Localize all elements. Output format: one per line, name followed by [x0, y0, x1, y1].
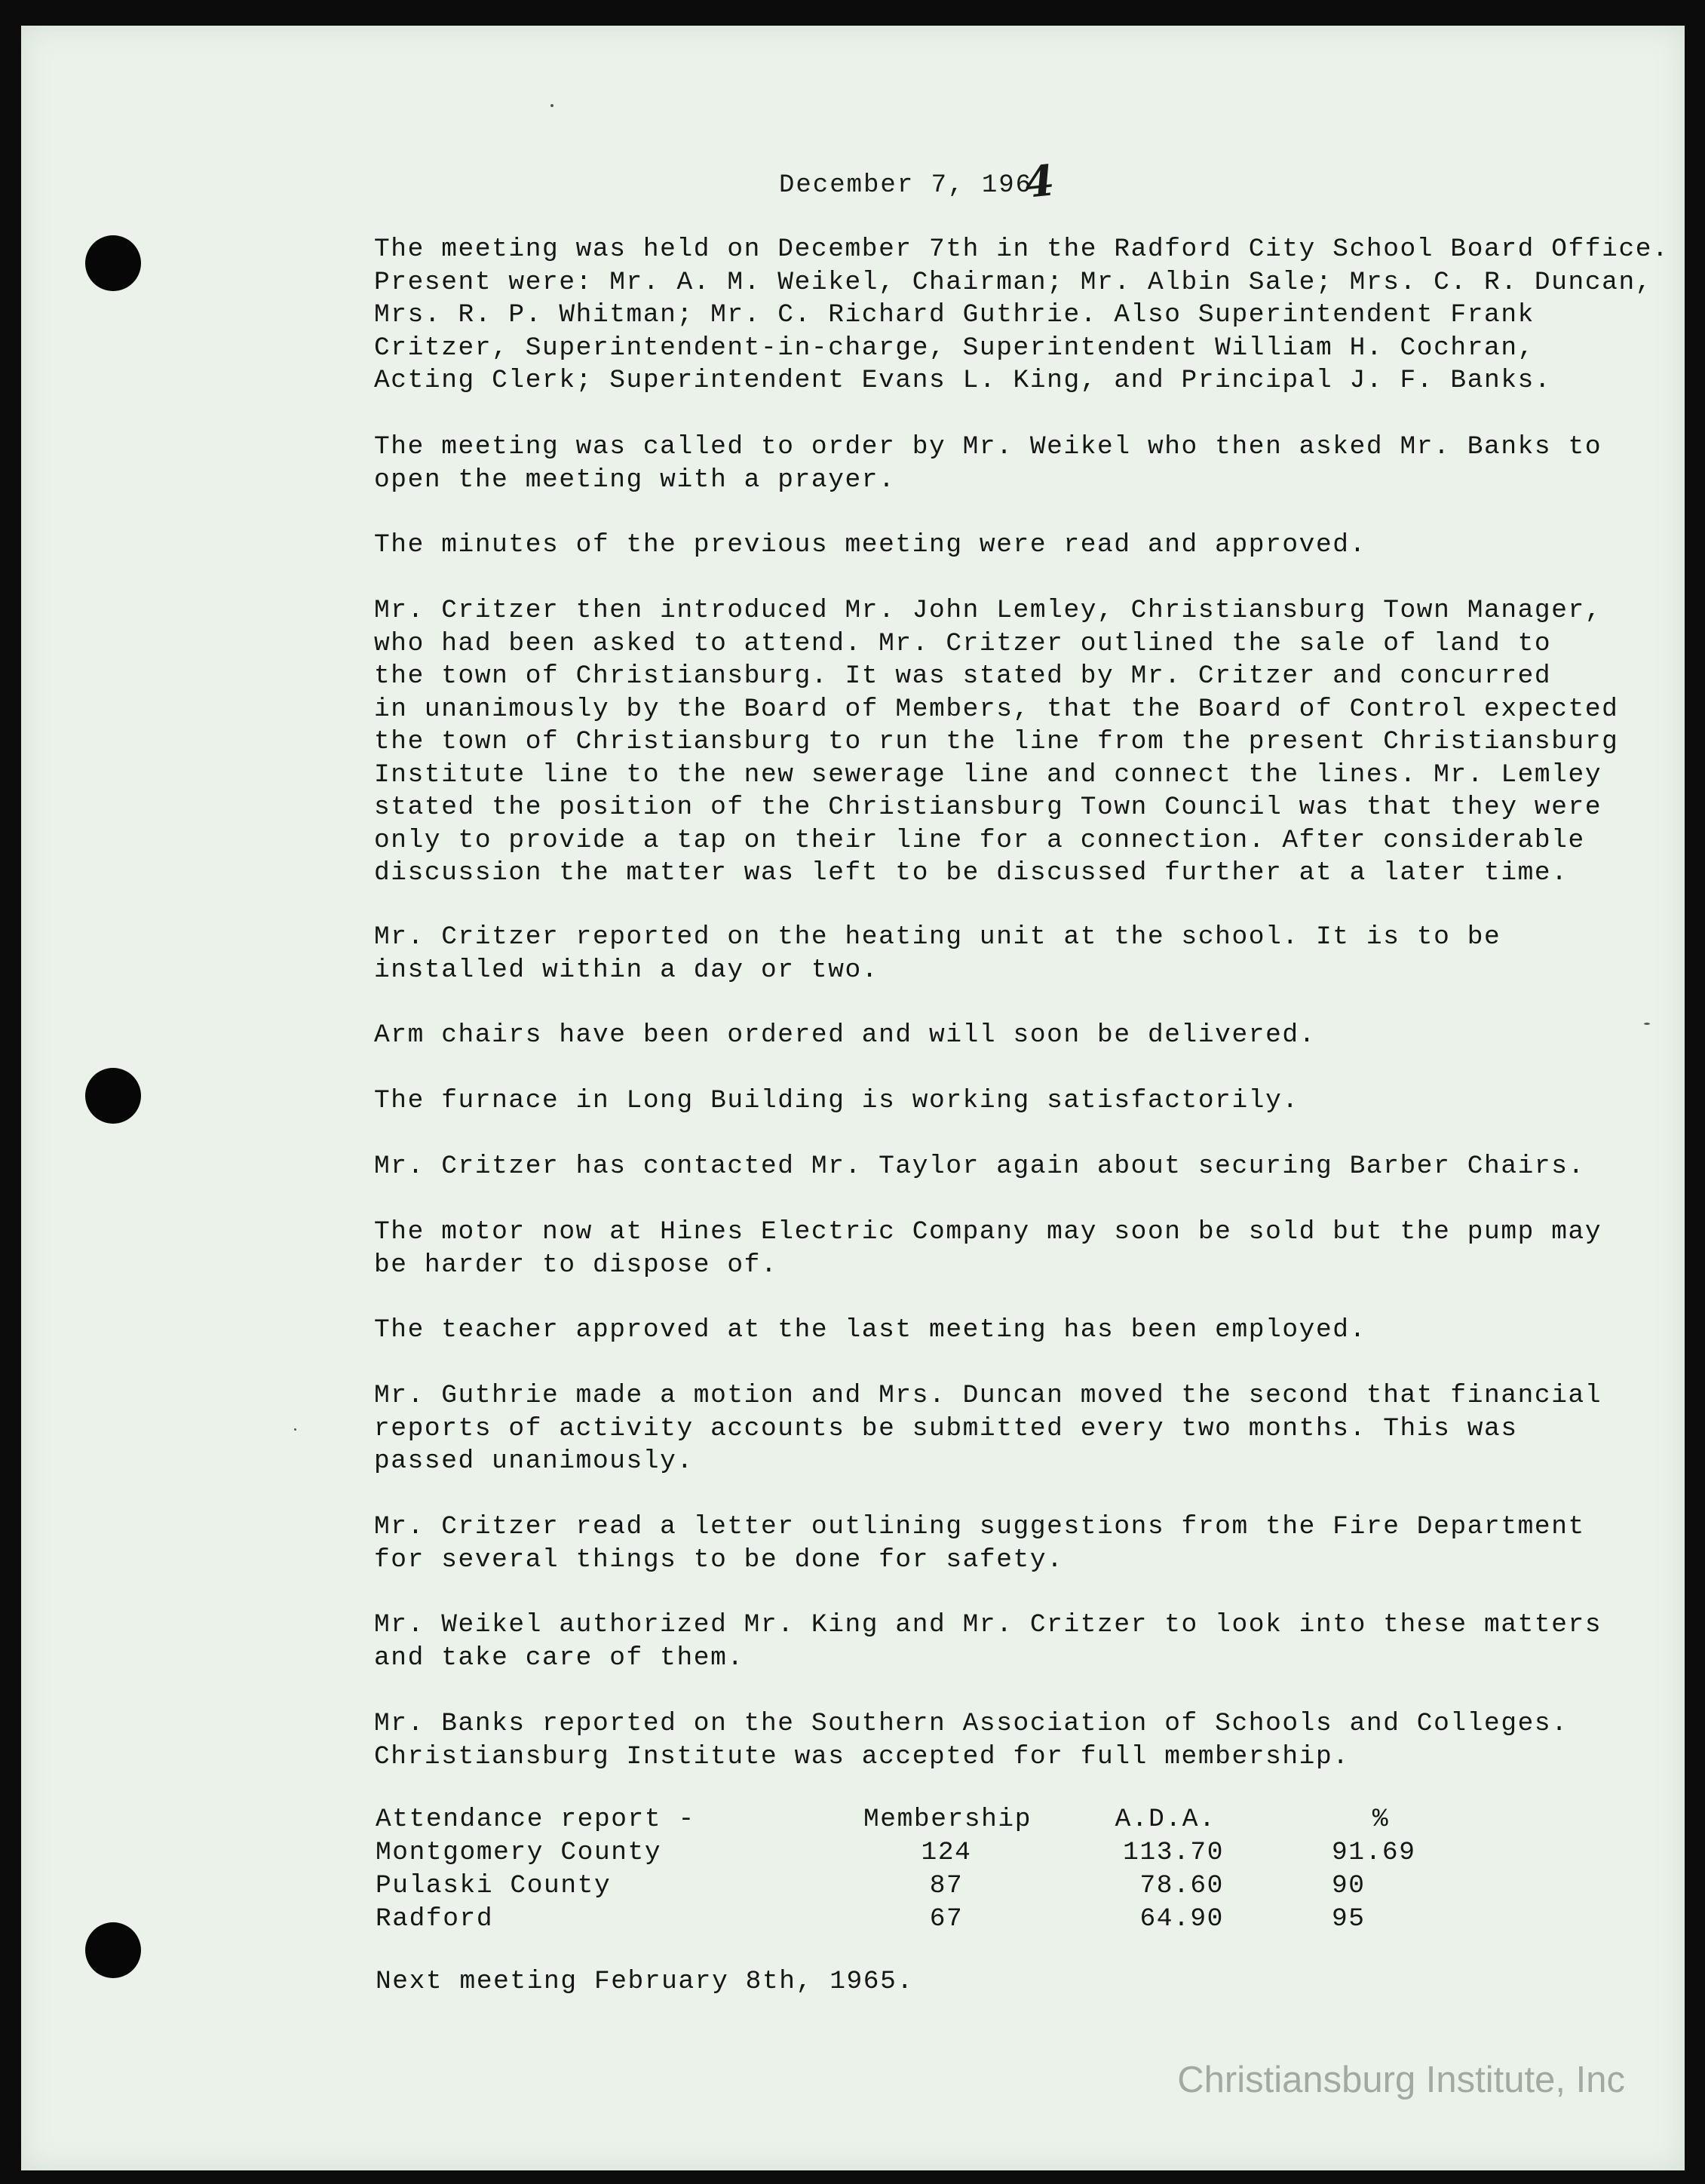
paragraph-line: who had been asked to attend. Mr. Critzer outlined the sale of land to	[374, 628, 1552, 658]
scan-speck	[550, 104, 554, 107]
percent-value: 90	[1332, 1871, 1366, 1900]
ada-value: 64.90	[1139, 1904, 1224, 1934]
membership-header: Membership	[863, 1805, 1032, 1834]
minutes-paragraph	[374, 1216, 1602, 1281]
paragraph-line: the town of Christiansburg to run the line from the present Christiansburg	[374, 727, 1619, 756]
ada-header: A.D.A.	[1115, 1805, 1216, 1834]
county-name: Montgomery County	[376, 1838, 662, 1867]
meeting-date	[779, 152, 1063, 208]
paragraph-line: Mr. Guthrie made a motion and Mrs. Duncan moved the second that financial	[374, 1381, 1602, 1410]
paragraph-line: Critzer, Superintendent-in-charge, Superintendent William H. Cochran,	[374, 333, 1535, 363]
minutes-paragraph	[374, 1084, 1299, 1118]
paragraph-line: Mr. Critzer has contacted Mr. Taylor again about securing Barber Chairs.	[374, 1152, 1585, 1181]
county-name: Pulaski County	[376, 1871, 612, 1900]
percent-value: 91.69	[1332, 1838, 1416, 1867]
paragraph-line: passed unanimously.	[374, 1446, 694, 1476]
percent-header: %	[1372, 1805, 1390, 1834]
membership-value: 67	[929, 1904, 964, 1934]
paragraph-line: Arm chairs have been ordered and will soon be delivered.	[374, 1020, 1316, 1050]
paragraph-line: reports of activity accounts be submitted every two months. This was	[374, 1413, 1518, 1443]
paragraph-line: Acting Clerk; Superintendent Evans L. King, and Principal J. F. Banks.	[374, 366, 1552, 395]
membership-value: 124	[921, 1838, 972, 1867]
membership-value: 87	[929, 1871, 964, 1900]
paragraph-line: Mrs. R. P. Whitman; Mr. C. Richard Guthrie. Also Superintendent Frank	[374, 300, 1535, 330]
document-page	[21, 26, 1685, 2170]
minutes-paragraph	[374, 1379, 1602, 1478]
minutes-paragraph	[374, 1707, 1569, 1773]
minutes-paragraph	[374, 233, 1669, 397]
date-typed: December 7, 196	[779, 171, 1033, 200]
watermark: Christiansburg Institute, Inc	[1177, 2060, 1625, 2100]
attendance-report-label: Attendance report -	[376, 1805, 695, 1834]
minutes-paragraph	[374, 1609, 1602, 1674]
paragraph-line: Mr. Critzer read a letter outlining suggestions from the Fire Department	[374, 1512, 1585, 1541]
scan-speck	[294, 1428, 296, 1431]
paragraph-line: the town of Christiansburg. It was stated by Mr. Critzer and concurred	[374, 661, 1552, 691]
binder-hole-top	[85, 235, 141, 291]
percent-value: 95	[1332, 1904, 1366, 1934]
paragraph-line: Mr. Banks reported on the Southern Association of Schools and Colleges.	[374, 1709, 1569, 1738]
minutes-paragraph	[374, 431, 1602, 496]
paragraph-line: installed within a day or two.	[374, 955, 879, 985]
paragraph-line: stated the position of the Christiansburg Town Council was that they were	[374, 793, 1602, 822]
scan-speck	[1644, 1023, 1650, 1025]
binder-hole-bottom	[85, 1922, 141, 1978]
paragraph-line: and take care of them.	[374, 1643, 744, 1673]
paragraph-line: The motor now at Hines Electric Company may soon be sold but the pump may	[374, 1217, 1602, 1247]
paragraph-line: The meeting was called to order by Mr. Weikel who then asked Mr. Banks to	[374, 432, 1602, 462]
paragraph-line: be harder to dispose of.	[374, 1250, 778, 1280]
paragraph-line: Christiansburg Institute was accepted for full membership.	[374, 1741, 1350, 1771]
next-meeting-line: Next meeting February 8th, 1965.	[376, 1967, 914, 1996]
minutes-paragraph	[374, 1314, 1366, 1347]
paragraph-line: The minutes of the previous meeting were read and approved.	[374, 530, 1366, 560]
date-handwritten-digit: 4	[1022, 155, 1059, 208]
minutes-paragraph	[374, 921, 1501, 986]
paragraph-line: Mr. Weikel authorized Mr. King and Mr. Critzer to look into these matters	[374, 1610, 1602, 1640]
minutes-paragraph	[374, 1511, 1585, 1576]
paragraph-line: discussion the matter was left to be discussed further at a later time.	[374, 858, 1569, 888]
ada-value: 78.60	[1139, 1871, 1224, 1900]
minutes-paragraph	[374, 1150, 1585, 1183]
paragraph-line: only to provide a tap on their line for a connection. After considerable	[374, 825, 1585, 855]
paragraph-line: Institute line to the new sewerage line and connect the lines. Mr. Lemley	[374, 759, 1602, 790]
paragraph-line: The meeting was held on December 7th in the Radford City School Board Office.	[374, 235, 1670, 264]
paragraph-line: open the meeting with a prayer.	[374, 465, 896, 495]
paragraph-line: Mr. Critzer reported on the heating unit at the school. It is to be	[374, 922, 1501, 952]
minutes-paragraph	[374, 1019, 1316, 1052]
minutes-paragraph	[374, 529, 1366, 562]
county-name: Radford	[376, 1904, 494, 1934]
paragraph-line: in unanimously by the Board of Members, that the Board of Control expected	[374, 694, 1619, 724]
ada-value: 113.70	[1123, 1838, 1224, 1867]
paragraph-line: for several things to be done for safety.	[374, 1544, 1064, 1575]
binder-hole-middle	[85, 1068, 141, 1124]
minutes-paragraph	[374, 594, 1618, 890]
paragraph-line: Mr. Critzer then introduced Mr. John Lemley, Christiansburg Town Manager,	[374, 596, 1602, 625]
paragraph-line: The teacher approved at the last meeting has been employed.	[374, 1315, 1366, 1345]
paragraph-line: The furnace in Long Building is working satisfactorily.	[374, 1086, 1299, 1115]
paragraph-line: Present were: Mr. A. M. Weikel, Chairman; Mr. Albin Sale; Mrs. C. R. Duncan,	[374, 267, 1653, 297]
